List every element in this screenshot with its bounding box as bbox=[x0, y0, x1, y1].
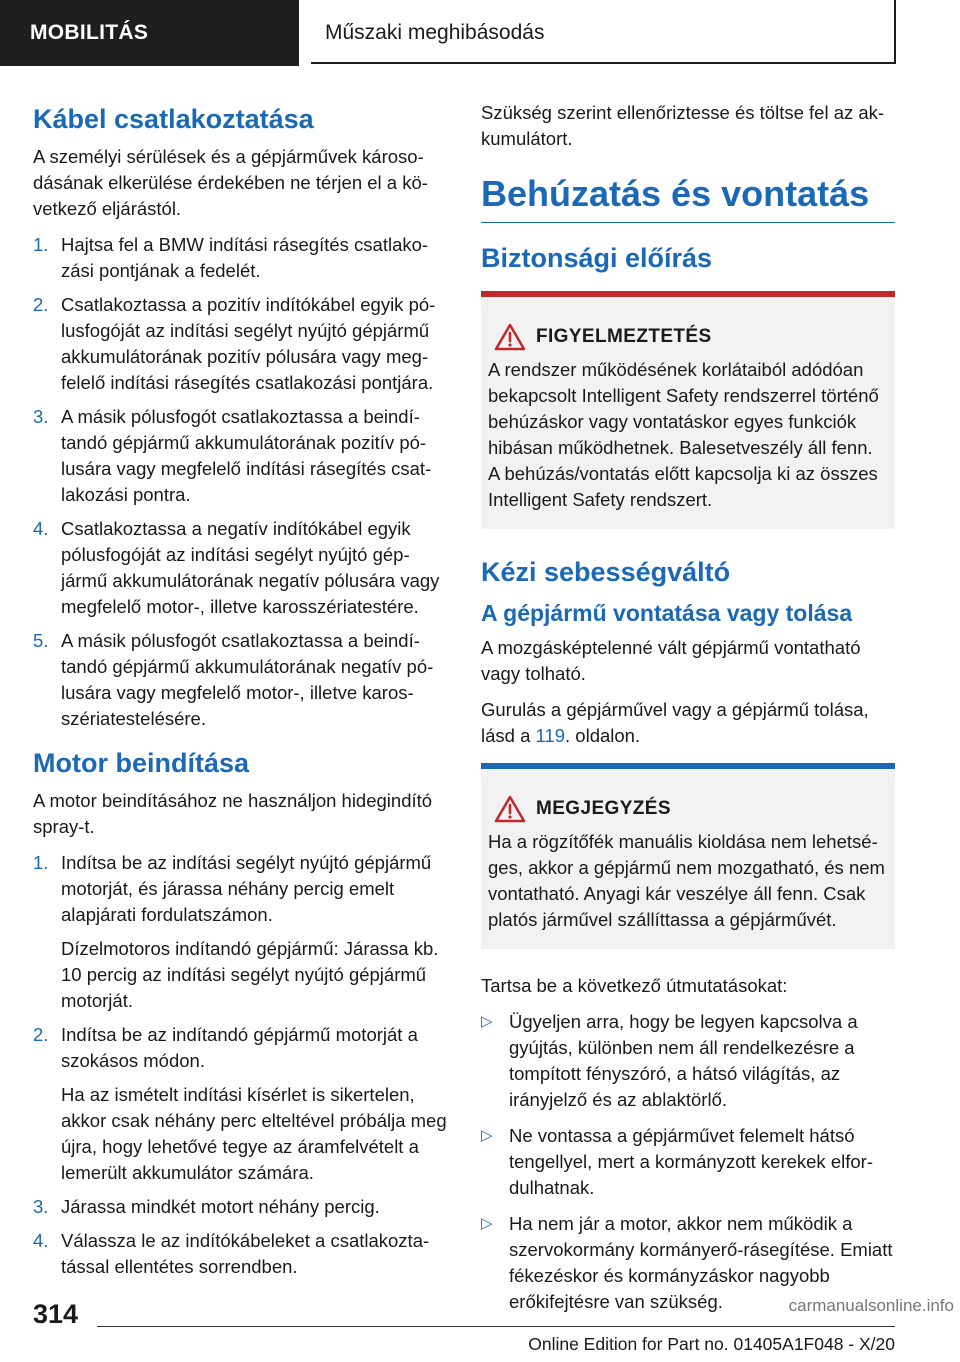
note-text: Ha a rögzítőfék manuális kioldása nem lehetséges, akkor a gépjármű nem mozgatható, és nem vontatható. Anyagi kár veszélye áll fenn. Csak platós járművel szállíttassa a gépjárművét. bbox=[488, 831, 885, 930]
triangle-bullet-icon: ▷ bbox=[481, 1215, 493, 1232]
warning-box bbox=[481, 291, 895, 529]
engine-step bbox=[33, 1194, 447, 1220]
step-number: 5. bbox=[33, 630, 49, 651]
page-footer bbox=[0, 1296, 960, 1362]
step-number: 1. bbox=[33, 852, 49, 873]
engine-step bbox=[33, 1022, 447, 1186]
edition-text: Online Edition for Part no. 01405A1F048 - X/20 bbox=[528, 1334, 895, 1354]
step-number: 3. bbox=[33, 406, 49, 427]
step-number: 2. bbox=[33, 1024, 49, 1045]
towing-heading: Behúzatás és vontatás bbox=[481, 170, 895, 223]
page-number: 314 bbox=[33, 1299, 79, 1329]
step-text: Csatlakoztassa a negatív indítókábel egyik pólusfogóját az indítási segélyt nyújtó gépjármű akkumulátorának negatív pólusára vagy megfelelő motor-, illetve karosszériatestére. bbox=[61, 518, 440, 617]
footer-divider bbox=[97, 1326, 895, 1327]
step-extra: Dízelmotoros indítandó gépjármű: Járassa kb. 10 percig az indítási segélyt nyújtó gépjármű motorját. bbox=[61, 938, 439, 1011]
step-extra: Ha az ismételt indítási kísérlet is sikertelen, akkor csak néhány perc elteltével próbálja meg újra, hogy lehetővé tegye az áramfelvételt a lemerült akkumulátor számára. bbox=[61, 1084, 447, 1183]
cable-step bbox=[33, 404, 447, 508]
note-box bbox=[481, 763, 895, 949]
list-item bbox=[481, 1009, 895, 1113]
engine-heading: Motor beindítása bbox=[33, 748, 250, 778]
instructions-intro: Tartsa be a következő útmutatásokat: bbox=[481, 975, 788, 996]
chapter-title: Műszaki meghibásodás bbox=[311, 0, 896, 64]
instructions-list bbox=[481, 1009, 895, 1315]
towing-subheading: A gépjármű vontatása vagy tolása bbox=[481, 600, 853, 626]
watermark: carmanualsonline.info bbox=[788, 1296, 954, 1315]
towing-p2-text: Gurulás a gépjárművel vagy a gépjármű tolása, lásd a bbox=[481, 699, 869, 746]
step-text: Indítsa be az indítási segélyt nyújtó gépjármű motorját, és járassa néhány percig emelt alapjárati fordulatszámon. bbox=[61, 852, 432, 925]
warning-text: A rendszer működésének korlátaiból adódóan bekapcsolt Intelligent Safety rendszerrel történő behúzáskor vagy vontatáskor egyes funkciók hibásan működhetnek. Balesetveszély áll fenn. A behúzás/vontatás előtt kapcsolja ki az összes Intelligent Safety rendszert. bbox=[488, 359, 879, 510]
engine-steps bbox=[33, 850, 447, 1280]
page-header bbox=[0, 0, 960, 66]
towing-p2-suffix: . oldalon. bbox=[565, 725, 641, 746]
right-column bbox=[481, 100, 895, 1325]
step-text: A másik pólusfogót csatlakoztassa a beindítandó gépjármű akkumulátorának pozitív pólusára vagy megfelelő indítási rásegítés csatlakozási pontra. bbox=[61, 406, 432, 505]
note-title: MEGJEGYZÉS bbox=[536, 798, 671, 819]
cable-step bbox=[33, 292, 447, 396]
step-text: A másik pólusfogót csatlakoztassa a beindítandó gépjármű akkumulátorának negatív pólusára vagy megfelelő motor-, illetve karosszériatestelésére. bbox=[61, 630, 434, 729]
step-text: Járassa mindkét motort néhány percig. bbox=[61, 1196, 380, 1217]
note-header bbox=[488, 795, 887, 823]
step-text: Válassza le az indítókábeleket a csatlakoztatással ellentétes sorrendben. bbox=[61, 1230, 430, 1277]
manual-gearbox-heading: Kézi sebességváltó bbox=[481, 557, 731, 587]
list-item-text: Ha nem jár a motor, akkor nem működik a szervokormány kormányerő-rásegítése. Emiatt fékezéskor és kormányzáskor nagyobb erőkifejtésre van szükség. bbox=[509, 1213, 893, 1312]
step-number: 2. bbox=[33, 294, 49, 315]
step-number: 4. bbox=[33, 518, 49, 539]
warning-title: FIGYELMEZTETÉS bbox=[536, 326, 712, 347]
safety-heading: Biztonsági előírás bbox=[481, 243, 713, 273]
left-column bbox=[33, 100, 447, 1292]
engine-intro: A motor beindításához ne használjon hidegindító spray-t. bbox=[33, 790, 433, 837]
page-reference-link[interactable]: 119 bbox=[535, 725, 566, 746]
warning-triangle-icon bbox=[494, 795, 526, 823]
towing-p1: A mozgásképtelenné vált gépjármű vontatható vagy tolható. bbox=[481, 637, 861, 684]
list-item-text: Ügyeljen arra, hogy be legyen kapcsolva a gyújtás, különben nem áll rendelkezésre a tompított fényszóró, a hátsó világítás, az irányjelző és az ablaktörlő. bbox=[509, 1011, 858, 1110]
towing-p2 bbox=[481, 697, 895, 749]
cable-step bbox=[33, 516, 447, 620]
step-number: 3. bbox=[33, 1196, 49, 1217]
warning-triangle-icon bbox=[494, 323, 526, 351]
warning-header bbox=[488, 323, 887, 351]
cable-intro: A személyi sérülések és a gépjárművek károsodásának elkerülése érdekében ne térjen el a következő eljárástól. bbox=[33, 146, 428, 219]
step-text: Indítsa be az indítandó gépjármű motorját a szokásos módon. bbox=[61, 1024, 418, 1071]
step-number: 1. bbox=[33, 234, 49, 255]
triangle-bullet-icon: ▷ bbox=[481, 1127, 493, 1144]
cable-step bbox=[33, 628, 447, 732]
cable-heading: Kábel csatlakoztatása bbox=[33, 104, 314, 134]
engine-step bbox=[33, 1228, 447, 1280]
section-label: MOBILITÁS bbox=[0, 0, 299, 66]
triangle-bullet-icon: ▷ bbox=[481, 1013, 493, 1030]
step-number: 4. bbox=[33, 1230, 49, 1251]
engine-step bbox=[33, 850, 447, 1014]
list-item-text: Ne vontassa a gépjárművet felemelt hátsó tengellyel, mert a kormányzott kerekek elfordulhatnak. bbox=[509, 1125, 873, 1198]
step-text: Hajtsa fel a BMW indítási rásegítés csatlakozási pontjának a fedelét. bbox=[61, 234, 429, 281]
cable-steps bbox=[33, 232, 447, 732]
battery-note: Szükség szerint ellenőriztesse és töltse fel az akkumulátort. bbox=[481, 102, 885, 149]
step-text: Csatlakoztassa a pozitív indítókábel egyik pólusfogóját az indítási segélyt nyújtó gépjármű akkumulátorának pozitív pólusára vagy megfelelő indítási rásegítés csatlakozási pontjára. bbox=[61, 294, 436, 393]
cable-step bbox=[33, 232, 447, 284]
list-item bbox=[481, 1123, 895, 1201]
